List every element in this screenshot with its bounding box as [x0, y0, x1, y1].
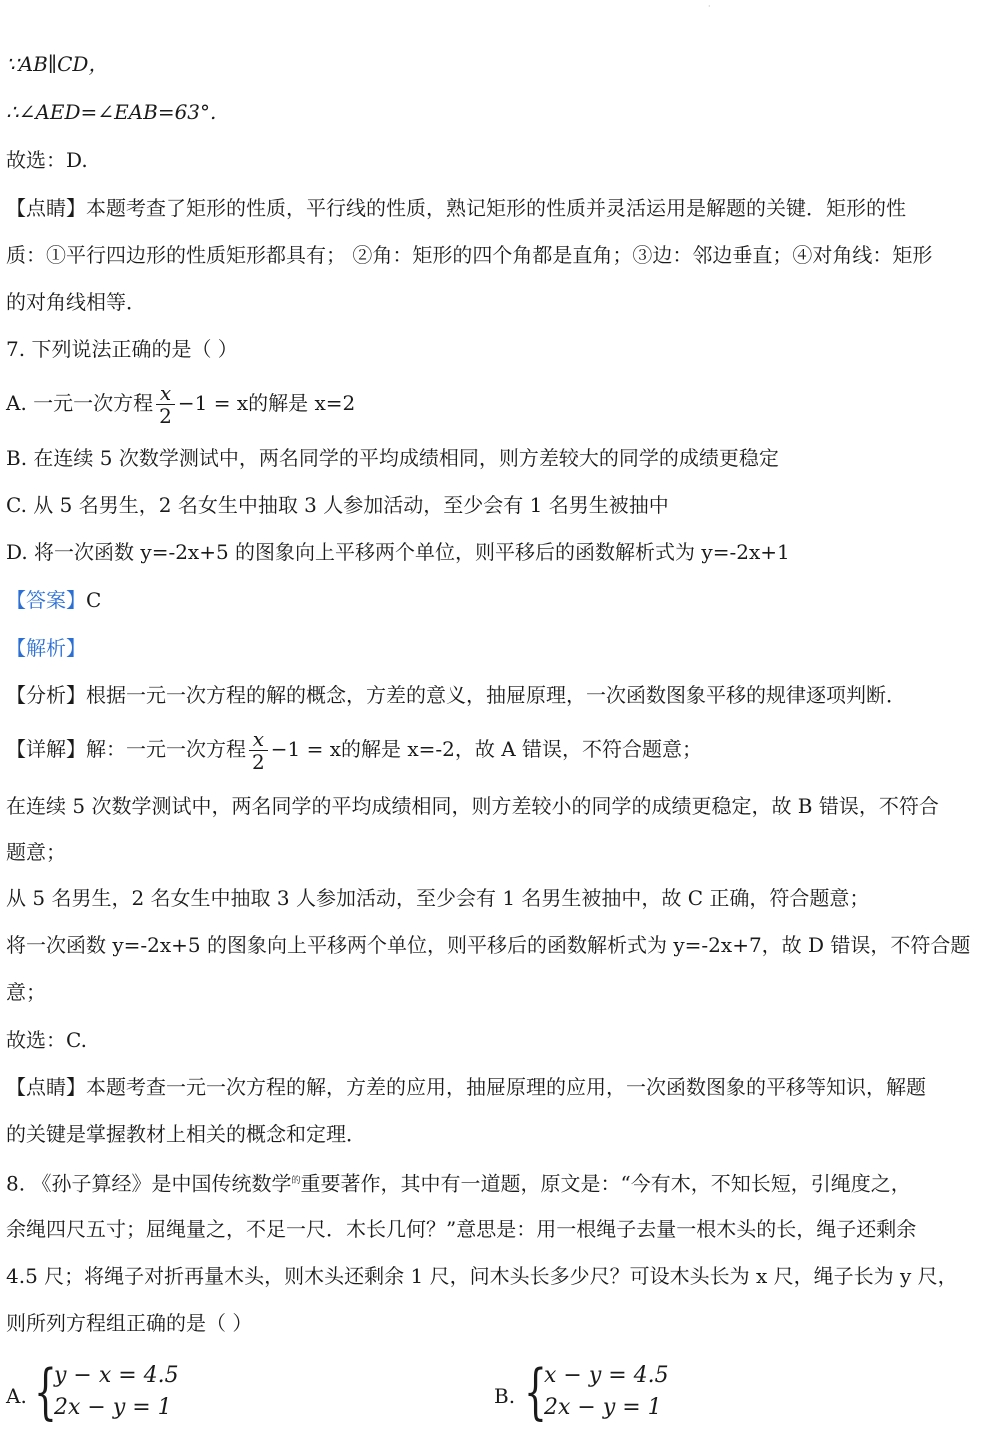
q8-line-3: 4.5 尺；将绳子对折再量木头，则木头还剩余 1 尺，问木头长多少尺？可设木头长为 x 尺，绳子长为 y 尺，: [6, 1264, 958, 1288]
q7-analysis-tag: 【解析】: [6, 636, 86, 660]
note-line-1: 【点睛】本题考查了矩形的性质，平行线的性质，熟记矩形的性质并灵活运用是解题的关键．矩形的性: [6, 196, 906, 220]
q7-detail-c: 从 5 名男生，2 名女生中抽取 3 人参加活动，至少会有 1 名男生被抽中，故 C 正确，符合题意；: [6, 886, 870, 910]
q7-option-d: D. 将一次函数 y=-2x+5 的图象向上平移两个单位，则平移后的函数解析式为 y=-2x+1: [6, 540, 790, 564]
q8-option-a-system: y − x = 4.5 2x − y = 1: [54, 1363, 179, 1420]
q8-line-1: 8. 《孙子算经》是中国传统数学$^的$重要著作，其中有一道题，原文是：“今有木，不知长短，引绳度之，: [6, 1171, 911, 1196]
q8-option-b-label: B.: [494, 1384, 516, 1408]
fraction-x-over-2-detail: $\frac{x}{2}$: [249, 728, 268, 773]
q7-option-c: C. 从 5 名男生，2 名女生中抽取 3 人参加活动，至少会有 1 名男生被抽中: [6, 493, 669, 517]
note-line-2: 质：①平行四边形的性质矩形都具有； ②角：矩形的四个角都是直角；③边：邻边垂直；④对角线：矩形: [6, 243, 933, 267]
q8-option-a-label: A.: [6, 1384, 27, 1408]
line-angle-aed: ∴∠AED=∠EAB=63°.: [6, 100, 217, 124]
line-ab-parallel-cd: ∵AB∥CD，: [6, 52, 109, 76]
q7-stem: 7. 下列说法正确的是（ ）: [6, 337, 238, 361]
q7-answer: 【答案】C: [6, 588, 102, 612]
brace-a: {: [34, 1357, 57, 1427]
q7-detail-d-2: 意；: [6, 980, 46, 1004]
q7-option-b: B. 在连续 5 次数学测试中，两名同学的平均成绩相同，则方差较大的同学的成绩更稳定: [6, 446, 779, 470]
note-line-3: 的对角线相等．: [6, 290, 146, 314]
q8-line-2: 余绳四尺五寸；屈绳量之，不足一尺．木长几何？”意思是：用一根绳子去量一根木头的长，绳子还剩余: [6, 1217, 917, 1241]
q7-note-1: 【点睛】本题考查一元一次方程的解，方差的应用，抽屉原理的应用，一次函数图象的平移等知识，解题: [6, 1075, 926, 1099]
scan-speck: ·: [708, 2, 711, 11]
q7-option-a: A. 一元一次方程 $\frac{x}{2}$ −1 = x的解是 x=2: [6, 381, 356, 428]
q7-detail-d-1: 将一次函数 y=-2x+5 的图象向上平移两个单位，则平移后的函数解析式为 y=-2x+7，故 D 错误，不符合题: [6, 933, 971, 957]
q7-note-2: 的关键是掌握教材上相关的概念和定理．: [6, 1122, 366, 1146]
q7-choose-c: 故选：C.: [6, 1028, 87, 1052]
fraction-x-over-2: $\frac{x}{2}$: [156, 382, 175, 427]
q8-line-4: 则所列方程组正确的是（ ）: [6, 1311, 253, 1335]
brace-b: {: [524, 1357, 547, 1427]
q7-detail-b-1: 在连续 5 次数学测试中，两名同学的平均成绩相同，则方差较小的同学的成绩更稳定，故 B 错误，不符合: [6, 794, 939, 818]
q7-detail-a: 【详解】解：一元一次方程 $\frac{x}{2}$ −1 = x的解是 x=-2，故 A 错误，不符合题意；: [6, 727, 703, 774]
line-choose-d: 故选：D.: [6, 148, 88, 172]
q7-detail-b-2: 题意；: [6, 840, 66, 864]
q7-analysis: 【分析】根据一元一次方程的解的概念，方差的意义，抽屉原理，一次函数图象平移的规律逐项判断．: [6, 683, 906, 707]
q8-option-b-system: x − y = 4.5 2x − y = 1: [544, 1363, 669, 1420]
